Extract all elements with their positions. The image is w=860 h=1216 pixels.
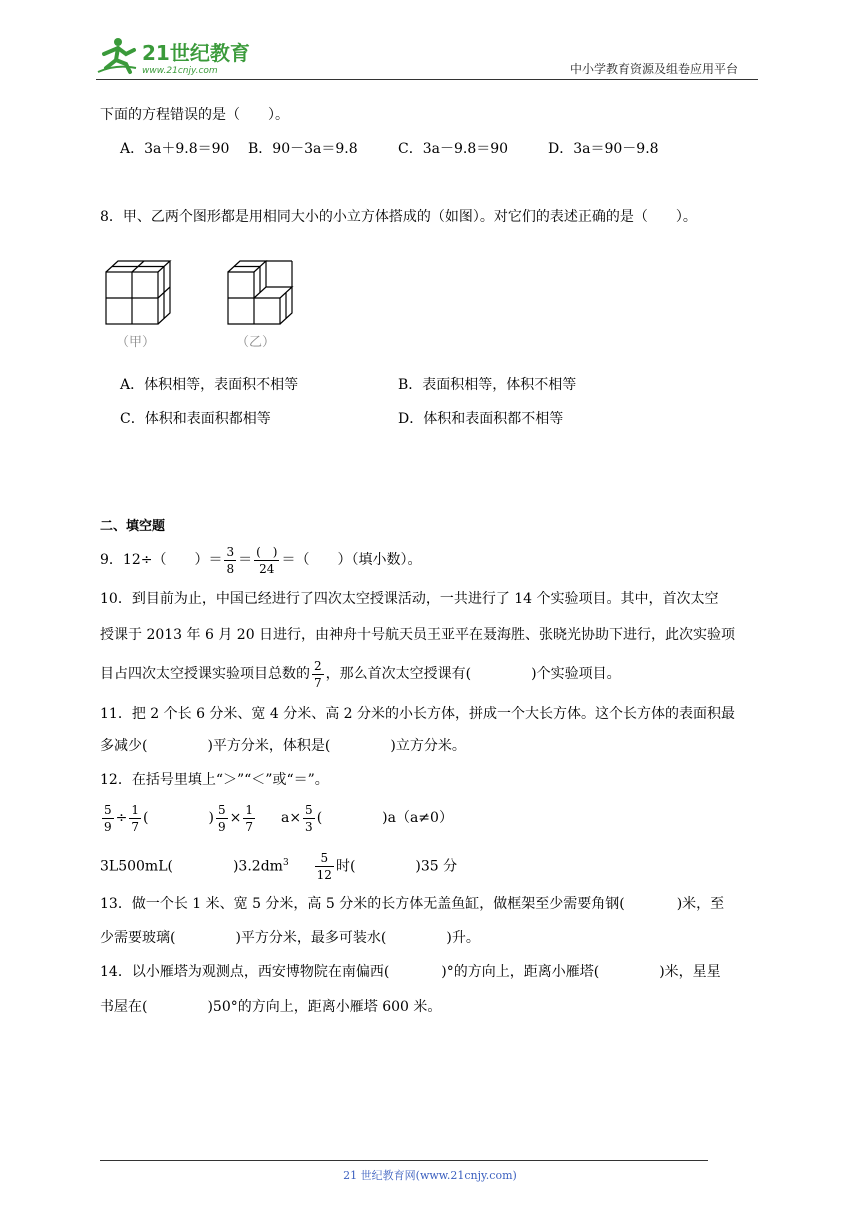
q12-fraction-2: $\frac{1}{7}$ (131, 802, 140, 834)
q12-div: ÷ (115, 810, 128, 826)
q10-text-b: ，那么首次太空授课有( (325, 666, 472, 682)
q12-fraction-3: $\frac{5}{9}$ (217, 802, 226, 834)
q14-text-c: )米，星星 (659, 964, 721, 980)
q12-paren-1: ( (143, 810, 149, 826)
q10-text-a: 目占四次太空授课实验项目总数的 (100, 666, 310, 682)
q10-text-c: )个实验项目。 (531, 666, 621, 682)
q10-fraction: $\frac{2}{7}$ (314, 658, 322, 690)
q9-text-a: 9．12÷（ ）＝ (100, 552, 223, 568)
q10-line-3 (100, 656, 621, 692)
footer-link[interactable]: 21 世纪教育网(www.21cnjy.com) (343, 1169, 517, 1182)
q9-fraction-1: $\frac{3}{8}$ (226, 544, 235, 576)
q13-line-2 (100, 928, 480, 948)
q7-option-c: C．3a－9.8＝90 (398, 141, 509, 157)
q12-paren-2: ) (208, 810, 214, 826)
q14-text-e: )50°的方向上，距离小雁塔 600 米。 (207, 999, 442, 1015)
q8-option-a: A．体积相等，表面积不相等 (120, 377, 299, 393)
logo-url: www.21cnjy.com (142, 66, 218, 76)
q12-stem: 12．在括号里填上“＞”“＜”或“＝”。 (100, 772, 329, 788)
q12-row-2 (100, 845, 457, 885)
q8-stem: 8．甲、乙两个图形都是用相同大小的小立方体搭成的（如图）。对它们的表述正确的是（ ）。 (100, 209, 697, 225)
q12-r2-text-a: 3L500mL( (100, 858, 173, 875)
q12-fraction-5: $\frac{5}{3}$ (305, 802, 313, 834)
q8-option-b: B．表面积相等，体积不相等 (398, 377, 577, 393)
figure-cube-yi (226, 258, 298, 328)
q14-line-1 (100, 962, 721, 982)
q8-option-c: C．体积和表面积都相等 (120, 411, 271, 427)
q14-text-b: )°的方向上，距离小雁塔( (441, 964, 600, 980)
q12-r2-text-c: 时( (335, 858, 356, 875)
q11-text-c: )立方分米。 (390, 738, 466, 754)
runner-icon (98, 38, 136, 72)
figure-label-jia: （甲） (116, 335, 156, 350)
q11-line-1: 11．把 2 个长 6 分米、宽 4 分米、高 2 分米的小长方体，拼成一个大长方体。这个长方体的表面积最 (100, 706, 736, 722)
q12-times: × (229, 810, 242, 826)
q11-line-2 (100, 736, 466, 756)
logo-text: 21世纪教育 (142, 41, 250, 65)
q10-line-2: 授课于 2013 年 6 月 20 日进行，由神舟十号航天员王亚平在聂海胜、张晓光协助下进行，此次实验项 (100, 627, 736, 643)
q9-equals: ＝ (238, 552, 253, 568)
q9-text-b: ＝（ ）（填小数）。 (281, 552, 422, 568)
q13-line-1 (100, 894, 724, 914)
q13-text-d: )平方分米，最多可装水( (235, 930, 387, 946)
header-divider (96, 79, 758, 80)
q14-text-a: 14．以小雁塔为观测点，西安博物院在南偏西( (100, 964, 390, 980)
section-title: 二、填空题 (100, 519, 166, 534)
q9-fraction-2: $\frac{( )}{24}$ (256, 544, 278, 576)
q13-text-b: )米，至 (676, 896, 725, 912)
q10-line-1: 10．到目前为止，中国已经进行了四次太空授课活动，一共进行了 14 个实验项目。其中，首次太空 (100, 591, 719, 607)
footer-divider (100, 1160, 708, 1161)
q12-row-1 (100, 800, 453, 836)
q12-paren-3: ( (316, 810, 323, 826)
q9-line (100, 542, 421, 578)
header-tagline: 中小学教育资源及组卷应用平台 (570, 62, 739, 76)
figure-label-yi: （乙） (236, 335, 276, 350)
q12-ax: a× (280, 810, 302, 826)
q7-option-d: D．3a＝90－9.8 (548, 141, 659, 157)
site-logo (96, 34, 266, 78)
q7-option-b: B．90－3a＝9.8 (248, 141, 358, 157)
q13-text-e: )升。 (446, 930, 480, 946)
q13-text-c: 少需要玻璃( (100, 930, 176, 946)
q11-text-a: 多减少( (100, 738, 148, 754)
q12-paren-4: )a（a≠0） (382, 810, 453, 826)
q8-option-d: D．体积和表面积都不相等 (398, 411, 564, 427)
q14-text-d: 书屋在( (100, 999, 148, 1015)
q12-fraction-4: $\frac{1}{7}$ (245, 802, 253, 834)
q12-fraction-1: $\frac{5}{9}$ (104, 802, 112, 834)
q12-r2-sup: 3 (282, 858, 289, 868)
q7-stem: 下面的方程错误的是（ ）。 (100, 107, 289, 123)
figure-cube-jia (104, 258, 176, 328)
q12-r2-text-d: )35 分 (415, 858, 458, 875)
q7-option-a: A．3a＋9.8＝90 (120, 141, 230, 157)
q13-text-a: 13．做一个长 1 米、宽 5 分米，高 5 分米的长方体无盖鱼缸，做框架至少需要角钢( (100, 896, 625, 912)
q14-line-2 (100, 997, 441, 1017)
q11-text-b: )平方分米，体积是( (207, 738, 331, 754)
q12-r2-text-b: )3.2dm (232, 858, 283, 875)
q12-fraction-6: $\frac{5}{12}$ (316, 851, 332, 883)
